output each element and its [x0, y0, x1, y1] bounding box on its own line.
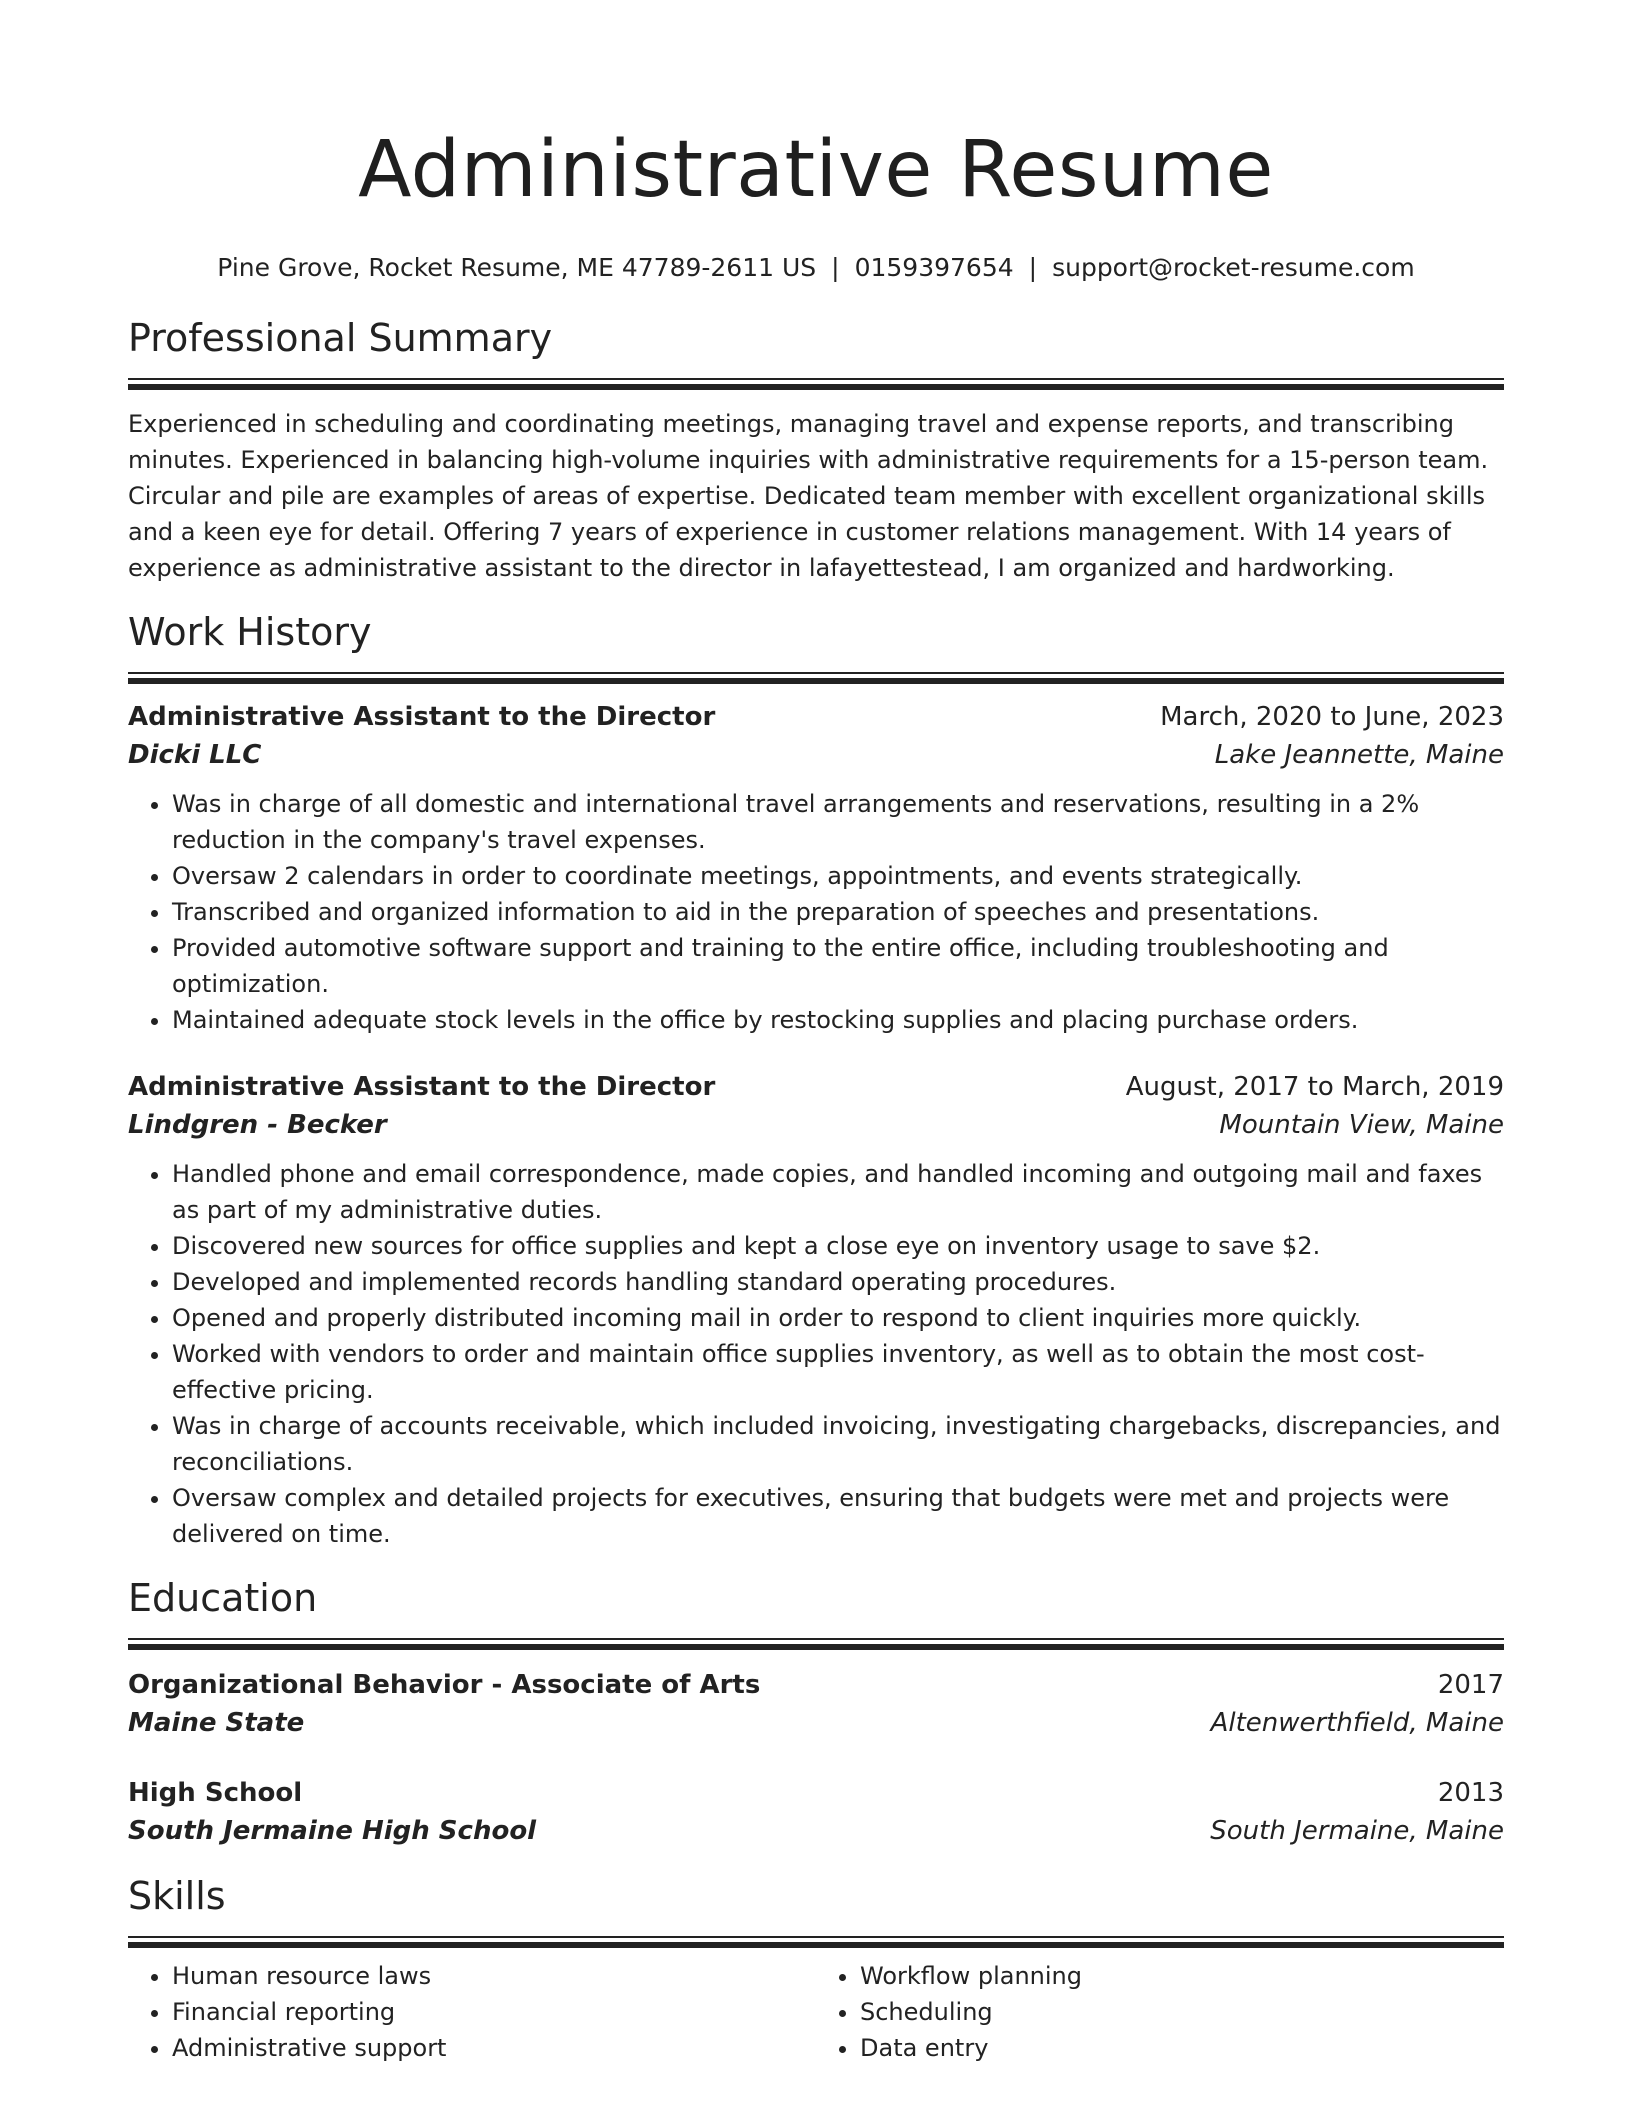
list-item: • Provided automotive software support and training to the entire office, including troubleshooting and optimization.: [172, 930, 1504, 1002]
work-section: [128, 608, 1504, 1552]
list-item: • Opened and properly distributed incoming mail in order to respond to client inquiries more quickly.: [172, 1300, 1504, 1336]
list-item: • Maintained adequate stock levels in the office by restocking supplies and placing purchase orders.: [172, 1002, 1504, 1038]
skills-column-left: [128, 1958, 816, 2066]
list-item: • Oversaw complex and detailed projects for executives, ensuring that budgets were met and projects were delivered on time.: [172, 1480, 1504, 1552]
summary-text: Experienced in scheduling and coordinating meetings, managing travel and expense reports, and transcribing minutes. Experienced in balancing high-volume inquiries with administrative requirements for a 15-person team. Circular and pile are examples of areas of expertise. Dedicated team member with excellent organizational skills and a keen eye for detail. Offering 7 years of experience in customer relations management. With 14 years of experience as administrative assistant to the director in lafayettestead, I am organized and hardworking.: [128, 410, 1489, 582]
list-item: • Discovered new sources for office supplies and kept a close eye on inventory usage to save $2.: [172, 1228, 1504, 1264]
education-degree: High School: [128, 1778, 303, 1808]
skills-section: [128, 1872, 1504, 2066]
contact-address: Pine Grove, Rocket Resume, ME 47789-2611 US: [217, 253, 817, 282]
section-title-summary: Professional Summary: [128, 316, 553, 360]
job-entry: [128, 698, 1504, 1038]
list-item: • Oversaw 2 calendars in order to coordinate meetings, appointments, and events strategically.: [172, 858, 1504, 894]
resume-title: Administrative Resume: [358, 125, 1274, 215]
job-title: Administrative Assistant to the Director: [128, 1072, 716, 1102]
list-item: • Worked with vendors to order and maintain office supplies inventory, as well as to obtain the most cost-effective pricing.: [172, 1336, 1504, 1408]
education-school: South Jermaine High School: [128, 1816, 537, 1846]
list-item: • Was in charge of all domestic and international travel arrangements and reservations, resulting in a 2% reduction in the company's travel expenses.: [172, 786, 1504, 858]
job-title: Administrative Assistant to the Director: [128, 702, 716, 732]
skill-item: • Financial reporting: [172, 1994, 816, 2030]
skill-item: • Workflow planning: [860, 1958, 1504, 1994]
job-bullets: [128, 1156, 1504, 1552]
skills-column-right: [816, 1958, 1504, 2066]
skill-item: • Human resource laws: [172, 1958, 816, 1994]
education-section: [128, 1574, 1504, 1850]
education-school: Maine State: [128, 1708, 305, 1738]
job-entry: [128, 1068, 1504, 1552]
education-year: 2017: [1437, 1670, 1504, 1700]
job-location: Mountain View, Maine: [1219, 1110, 1504, 1140]
job-dates: March, 2020 to June, 2023: [1160, 702, 1504, 732]
section-divider: [128, 1936, 1504, 1942]
skill-item: • Administrative support: [172, 2030, 816, 2066]
resume-page: [128, 0, 1504, 2066]
education-degree: Organizational Behavior - Associate of Arts: [128, 1670, 761, 1700]
contact-separator: |: [831, 253, 840, 282]
job-company: Lindgren - Becker: [128, 1110, 387, 1140]
contact-email: support@rocket-resume.com: [1052, 253, 1415, 282]
list-item: • Was in charge of accounts receivable, which included invoicing, investigating chargebacks, discrepancies, and reconciliations.: [172, 1408, 1504, 1480]
education-location: Altenwerthfield, Maine: [1210, 1708, 1504, 1738]
job-location: Lake Jeannette, Maine: [1214, 740, 1504, 770]
section-title-education: Education: [128, 1576, 318, 1620]
education-entry: [128, 1774, 1504, 1850]
education-location: South Jermaine, Maine: [1210, 1816, 1504, 1846]
summary-section: [128, 314, 1504, 586]
section-divider: [128, 672, 1504, 678]
section-title-work: Work History: [128, 610, 372, 654]
contact-line: [128, 252, 1504, 284]
section-divider: [128, 378, 1504, 384]
list-item: • Developed and implemented records handling standard operating procedures.: [172, 1264, 1504, 1300]
list-item: • Handled phone and email correspondence, made copies, and handled incoming and outgoing mail and faxes as part of my administrative duties.: [172, 1156, 1504, 1228]
section-divider: [128, 1638, 1504, 1644]
skills-list: [128, 1958, 1504, 2066]
education-entry: [128, 1666, 1504, 1742]
education-year: 2013: [1437, 1778, 1504, 1808]
skill-item: • Data entry: [860, 2030, 1504, 2066]
job-dates: August, 2017 to March, 2019: [1125, 1072, 1504, 1102]
skill-item: • Scheduling: [860, 1994, 1504, 2030]
list-item: • Transcribed and organized information to aid in the preparation of speeches and presentations.: [172, 894, 1504, 930]
job-company: Dicki LLC: [128, 740, 262, 770]
contact-separator: |: [1028, 253, 1038, 282]
section-title-skills: Skills: [128, 1874, 226, 1918]
job-bullets: [128, 786, 1504, 1038]
contact-phone: 0159397654: [854, 253, 1014, 282]
